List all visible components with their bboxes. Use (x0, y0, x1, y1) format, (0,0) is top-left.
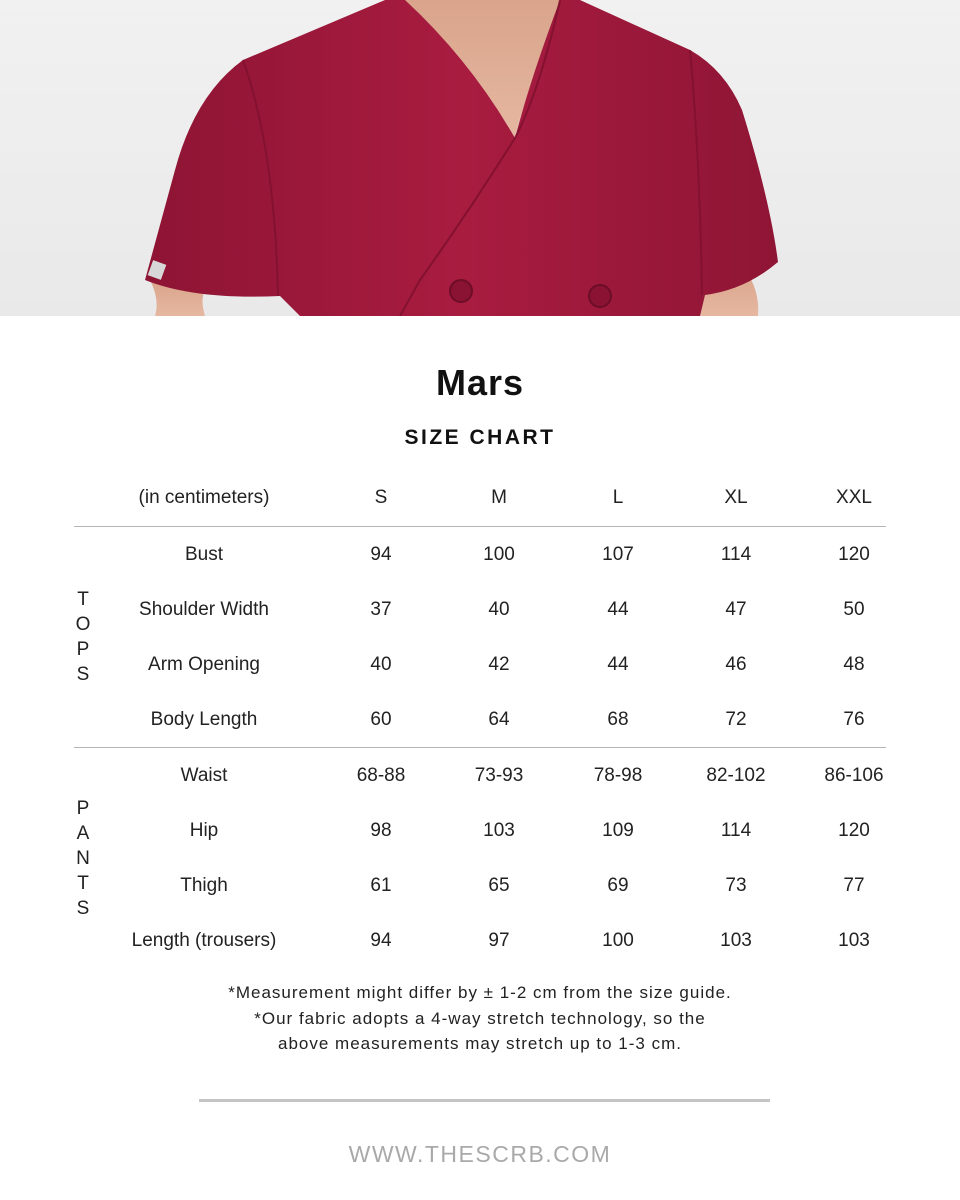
cell: 42 (488, 654, 510, 675)
cell: 78-98 (593, 765, 643, 786)
table-row (74, 637, 886, 692)
table-row (74, 748, 886, 803)
cell: 44 (607, 599, 629, 620)
cell: 114 (720, 820, 752, 841)
table-row (74, 913, 886, 968)
cell: 94 (370, 930, 392, 951)
cell: 46 (725, 654, 747, 675)
row-label: Body Length (150, 709, 258, 730)
table-header-row (74, 470, 886, 527)
row-label: Bust (184, 544, 224, 565)
cell: 60 (370, 709, 392, 730)
hero-photo (0, 0, 960, 316)
cell: 103 (838, 930, 870, 951)
table-row (74, 692, 886, 747)
cell: 73-93 (474, 765, 524, 786)
cell: 107 (602, 544, 634, 565)
cell: 61 (370, 875, 392, 896)
footer-divider (199, 1099, 770, 1102)
pants-group (74, 748, 886, 968)
cell: 98 (370, 820, 392, 841)
cell: 120 (838, 544, 870, 565)
cell: 77 (843, 875, 865, 896)
row-label: Length (trousers) (131, 930, 277, 951)
cell: 73 (725, 875, 747, 896)
size-header-xxl: XXL (836, 487, 872, 508)
row-label: Arm Opening (148, 654, 260, 675)
size-header-xl: XL (724, 487, 748, 508)
cell: 103 (720, 930, 752, 951)
cell: 94 (370, 544, 392, 565)
cell: 40 (370, 654, 392, 675)
measurement-notes (0, 980, 960, 1057)
cell: 65 (488, 875, 510, 896)
chart-title: SIZE CHART (404, 426, 556, 449)
cell: 50 (843, 599, 865, 620)
cell: 120 (838, 820, 870, 841)
cell: 114 (720, 544, 752, 565)
cell: 44 (607, 654, 629, 675)
unit-label: (in centimeters) (138, 487, 270, 508)
cell: 48 (843, 654, 865, 675)
size-table (74, 470, 886, 968)
cell: 76 (843, 709, 865, 730)
cell: 82-102 (706, 765, 766, 786)
note-line-2: *Our fabric adopts a 4-way stretch technology, so the (254, 1008, 706, 1028)
cell: 100 (602, 930, 634, 951)
table-row (74, 582, 886, 637)
row-label: Hip (189, 820, 219, 841)
cell: 100 (483, 544, 515, 565)
table-row (74, 858, 886, 913)
cell: 64 (488, 709, 510, 730)
pants-label-text: PANTS (76, 797, 90, 919)
size-header-l: L (612, 487, 624, 508)
note-line-3: above measurements may stretch up to 1-3 cm. (278, 1034, 682, 1053)
cell: 37 (370, 599, 392, 620)
cell: 69 (607, 875, 629, 896)
cell: 40 (488, 599, 510, 620)
table-row (74, 527, 886, 582)
cell: 86-106 (824, 765, 884, 786)
cell: 47 (725, 599, 747, 620)
size-header-s: S (374, 487, 388, 508)
website-url[interactable]: WWW.THESCRB.COM (348, 1141, 612, 1167)
cell: 103 (483, 820, 515, 841)
cell: 68-88 (356, 765, 406, 786)
row-label: Thigh (180, 875, 228, 896)
cell: 68 (607, 709, 629, 730)
row-label: Shoulder Width (139, 599, 269, 620)
row-label: Waist (180, 765, 228, 786)
table-row (74, 803, 886, 858)
cell: 97 (488, 930, 510, 951)
tops-label-text: TOPS (75, 589, 91, 685)
tops-group (74, 527, 886, 748)
size-header-m: M (491, 487, 507, 508)
cell: 109 (602, 820, 634, 841)
product-name: Mars (435, 362, 525, 403)
note-line-1: *Measurement might differ by ± 1-2 cm from the size guide. (228, 983, 732, 1002)
cell: 72 (725, 709, 747, 730)
scrub-top-illustration (0, 0, 960, 316)
